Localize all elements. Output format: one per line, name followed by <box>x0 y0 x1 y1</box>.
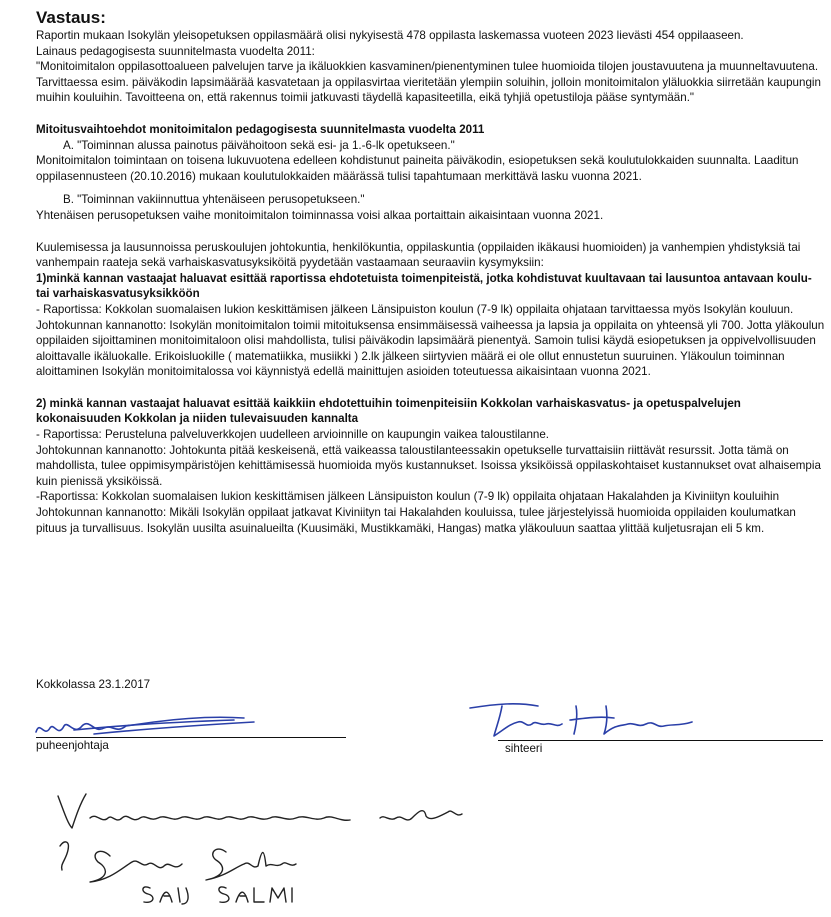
place-and-date: Kokkolassa 23.1.2017 <box>36 678 151 691</box>
question-1-board-statement: Johtokunnan kannanotto: Isokylän monitoimitalon toimii mitoituksensa ensimmäisessä vaiheessa ja lapsia ja oppilaita on yhteensä yli 700. Jotta yläkoulun oppilaiden sijoittaminen monitoimitaloon olisi mahdollista, tulisi päiväkodin lapsimäärä pienentyä. Samoin tulisi käydä esiopetuksen ja oppivelvollisuuden aloittavalle ikäluokalle. Erikoisluokille ( matematiikka, musiikki ) 2.lk jälkeen siirtyvien määrä ei ole ollut ennustetun suuruinen. Yläkoulun toiminnan aloittaminen Isokylän monitoimitalossa voi käynnistyä edellä mainittujen asioiden toteutuessa aikaisintaan vuonna 2021. <box>36 318 825 379</box>
handwritten-parent-association-signature <box>50 788 490 908</box>
question-2: 2) minkä kannan vastaajat haluavat esittää kaikkiin ehdotettuihin toimenpiteisiin Kokkolan varhaiskasvatus- ja opetuspalvelujen kokonaisuuden Kokkolan ja niiden tulevaisuuden kannalta <box>36 396 741 426</box>
questions-intro: Kuulemisessa ja lausunnoissa peruskoulujen johtokuntia, henkilökuntia, oppilaskuntia (oppilaiden ikäkausi huomioiden) ja vanhempien yhdistyksiä tai vanhempain raateja sekä varhaiskasvatusyksiköitä pyydetään vastaamaan seuraaviin kysymyksiin: <box>36 240 801 270</box>
secretary-signature <box>466 698 706 738</box>
secretary-label: sihteeri <box>505 742 543 755</box>
question-2-board-statement-2: Johtokunnan kannanotto: Mikäli Isokylän oppilaat jatkavat Kiviniityn tai Hakalahden kouluissa, tulee järjestelyissä huomioida oppilaiden koulumatkan pituus ja turvallisuus. Isokylän uusilta asuinalueilta (Kuusimäki, Mustikkamäki, Hangas) matka yläkouluun saattaa ylittää kuljetusrajan eli 5 km. <box>36 506 796 535</box>
question-1-report: - Raportissa: Kokkolan suomalaisen lukion keskittämisen jälkeen Länsipuiston koulun (7-9 lk) oppilaita ohjataan tarvittaessa myös Isokylän kouluun. <box>36 302 794 316</box>
chair-label: puheenjohtaja <box>36 739 109 752</box>
answer-heading: Vastaus: <box>36 8 106 27</box>
option-a-text: Monitoimitalon toimintaan on toisena lukuvuotena edelleen kohdistunut paineita päiväkodin, esiopetuksen sekä koulutulokkaiden suunnalta. Laaditun oppilasennusteen (20.10.2016) mukaan koulutulokkaiden määrässä tulisi tapahtumaan merkittävä lasku vuonna 2021. <box>36 154 799 183</box>
quote-text: "Monitoimitalon oppilasottoalueen palvelujen tarve ja ikäluokkien kasvaminen/pienentyminen tulee huomioida tilojen joustavuutena ja muunneltavuutena. Tarvittaessa esim. päiväkodin lapsimäärää kasvatetaan ja oppilasvirtaa vieritetään ylempiin soluihin, jolloin monitoimitalon yläluokkia siirretään kaupungin muihin kouluihin. Tavoitteena on, että rakennus toimii jatkuvasti täydellä kapasiteetilla, eikä tyhjiä opetustiloja pääse syntymään." <box>36 60 821 105</box>
question-1: 1)minkä kannan vastaajat haluavat esittää raportissa ehdotetuista toimenpiteistä, jotka kohdistuvat kuultavaan tai lausuntoa antavaan koulu- tai varhaiskasvatusyksikköön <box>36 271 812 301</box>
quote-intro: Lainaus pedagogisesta suunnitelmasta vuodelta 2011: <box>36 44 315 58</box>
secretary-signature-line <box>498 740 823 741</box>
section-title: Mitoitusvaihtoehdot monitoimitalon pedagogisesta suunnitelmasta vuodelta 2011 <box>36 122 485 136</box>
option-b-text: Yhtenäisen perusopetuksen vaihe monitoimitalon toiminnassa voisi alkaa portaittain aikaisintaan vuonna 2021. <box>36 208 604 222</box>
option-b: B. "Toiminnan vakiinnuttua yhtenäiseen perusopetukseen." <box>63 193 365 207</box>
chair-signature-line <box>36 737 346 738</box>
question-2-report-2: -Raportissa: Kokkolan suomalaisen lukion keskittämisen jälkeen Länsipuiston koulun (7-9 lk) oppilaita ohjataan Hakalahden ja Kiviniityn kouluihin <box>36 490 780 504</box>
document-body <box>36 8 826 536</box>
option-a: A. "Toiminnan alussa painotus päivähoitoon sekä esi- ja 1.-6-lk opetukseen." <box>63 138 455 152</box>
question-2-board-statement: Johtokunnan kannanotto: Johtokunta pitää keskeisenä, että vaikeassa taloustilanteessakin opetukselle turvattaisiin riittävät resurssit. Jotta tämä on mahdollista, tulee oppimisympäristöjen kehittämisessä huomioida myös kustannukset. Isoissa yksiköissä oppilaskohtaiset kustannukset ovat alhaisempia kuin pienissä yksiköissä. <box>36 443 821 488</box>
question-2-report: - Raportissa: Perusteluna palveluverkkojen uudelleen arvioinnille on kaupungin vaikea taloustilanne. <box>36 428 550 442</box>
intro-paragraph: Raportin mukaan Isokylän yleisopetuksen oppilasmäärä olisi nykyisestä 478 oppilasta laskemassa vuoteen 2023 lievästi 454 oppilaaseen. <box>36 29 744 42</box>
